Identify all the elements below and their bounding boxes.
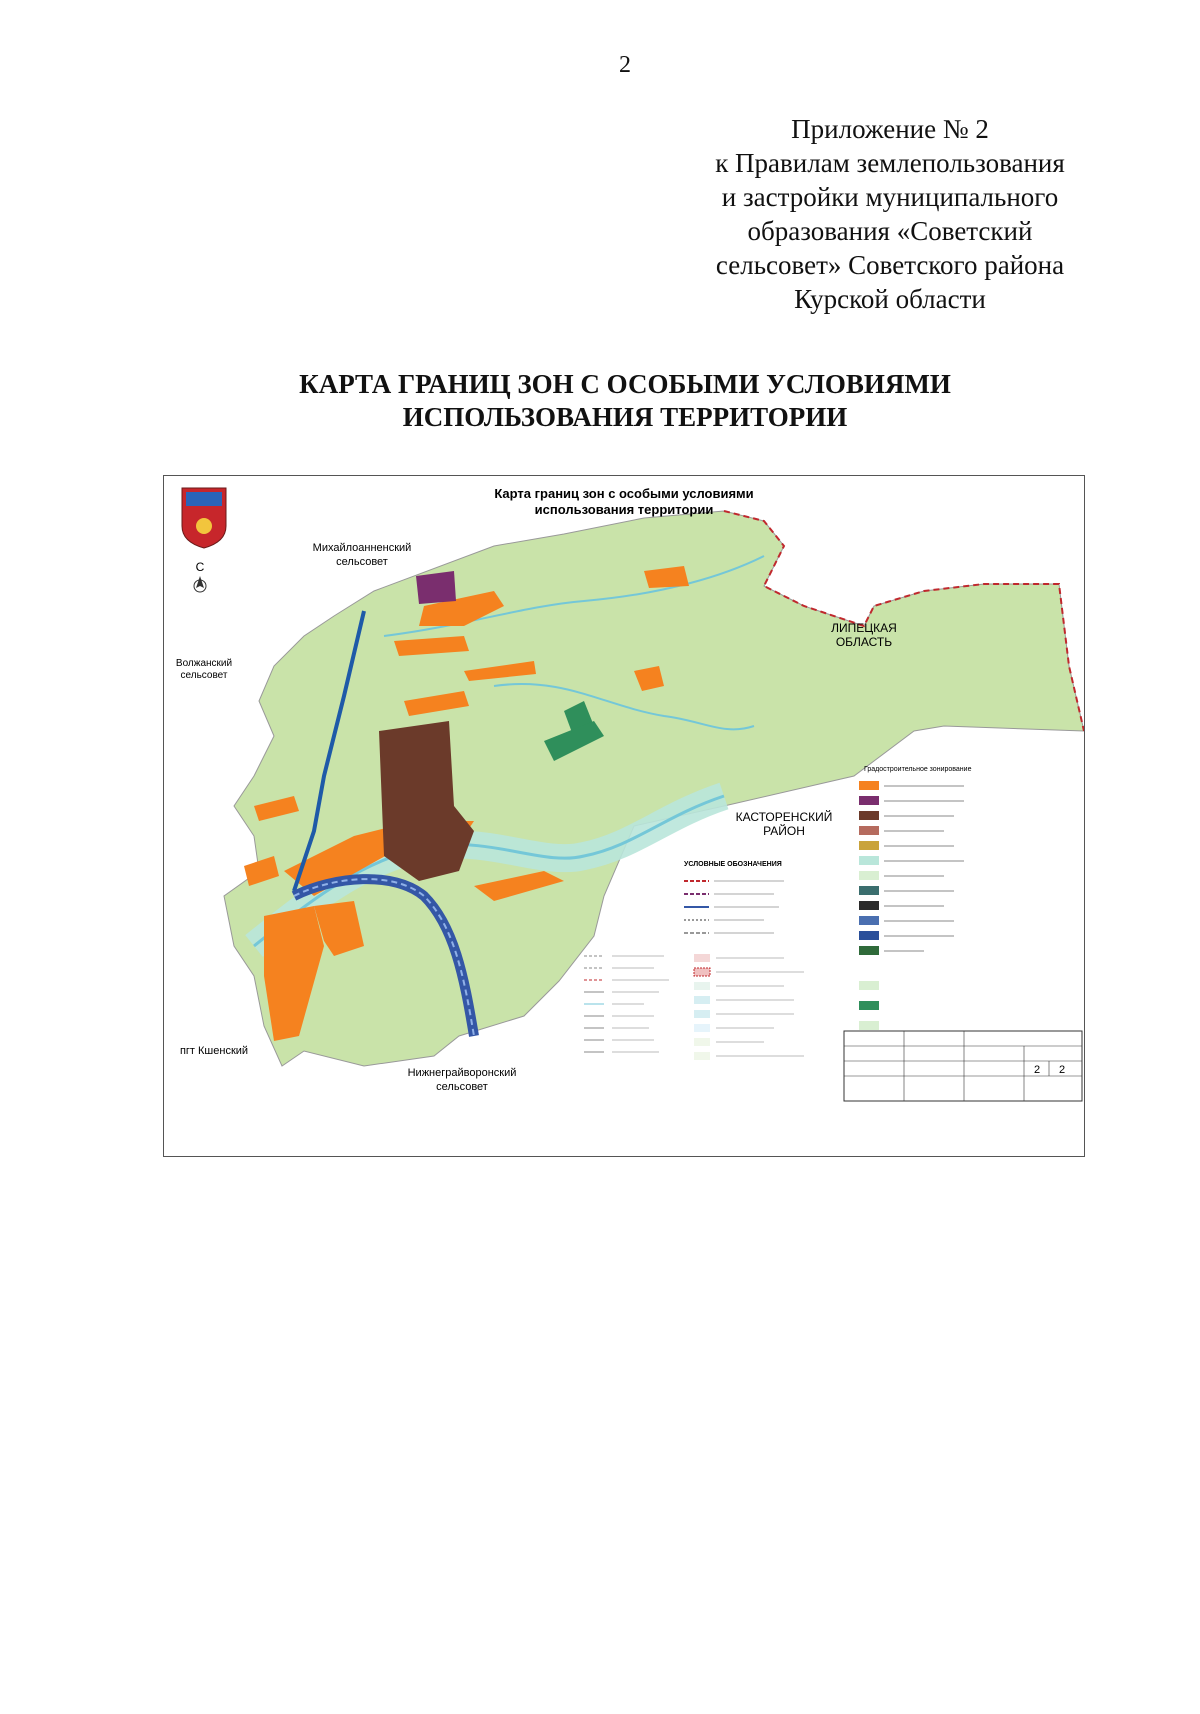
appendix-line: сельсовет» Советского района (715, 250, 1065, 280)
label-kastorensky: РАЙОН (763, 824, 805, 838)
coat-of-arms-icon (182, 488, 226, 548)
label-nizhnegraivoronsky: Нижнеграйворонский (407, 1067, 517, 1079)
map-title: использования территории (534, 502, 714, 517)
north-letter: С (195, 560, 205, 574)
appendix-line: и застройки муниципального (721, 182, 1059, 212)
label-lipetsk: ЛИПЕЦКАЯ (831, 621, 897, 635)
appendix-line: к Правилам землепользования (715, 148, 1065, 178)
legend-title: Градостроительное зонирование (864, 766, 972, 773)
appendix-block (680, 112, 1100, 316)
map-title: Карта границ зон с особыми условиями (494, 486, 754, 501)
label-kastorensky: КАСТОРЕНСКИЙ (735, 810, 833, 824)
label-volzhansky: сельсовет (180, 670, 228, 681)
public-business-zone (416, 571, 456, 604)
legend-zoning (859, 781, 964, 1030)
title-block-stamp (844, 1031, 1082, 1101)
page-number: 2 (619, 52, 631, 78)
map-canvas (164, 476, 1084, 1156)
sheet-number: 2 (1058, 1064, 1066, 1076)
label-kshensky: пгт Кшенский (179, 1045, 249, 1057)
page-title-line: КАРТА ГРАНИЦ ЗОН С ОСОБЫМИ УСЛОВИЯМИ (299, 369, 951, 399)
appendix-line: образования «Советский (747, 216, 1033, 246)
legend-symbols (684, 881, 784, 933)
label-mikhailoanninsky: Михайлоанненский (312, 542, 412, 554)
zoning-map (163, 475, 1085, 1157)
label-volzhansky: Волжанский (175, 658, 233, 669)
label-nizhnegraivoronsky: сельсовет (436, 1081, 488, 1093)
north-arrow-icon (194, 560, 206, 592)
page-title (0, 368, 1200, 434)
label-lipetsk: ОБЛАСТЬ (835, 635, 893, 649)
legend-infrastructure (584, 954, 804, 1060)
appendix-line: Приложение № 2 (791, 114, 989, 144)
sheet-number: 2 (1033, 1064, 1041, 1076)
legend-symbols-title: УСЛОВНЫЕ ОБОЗНАЧЕНИЯ (684, 861, 782, 868)
appendix-line: Курской области (794, 284, 986, 314)
label-mikhailoanninsky: сельсовет (336, 556, 388, 568)
page-title-line: ИСПОЛЬЗОВАНИЯ ТЕРРИТОРИИ (402, 402, 848, 432)
municipality-territory (224, 511, 1084, 1066)
